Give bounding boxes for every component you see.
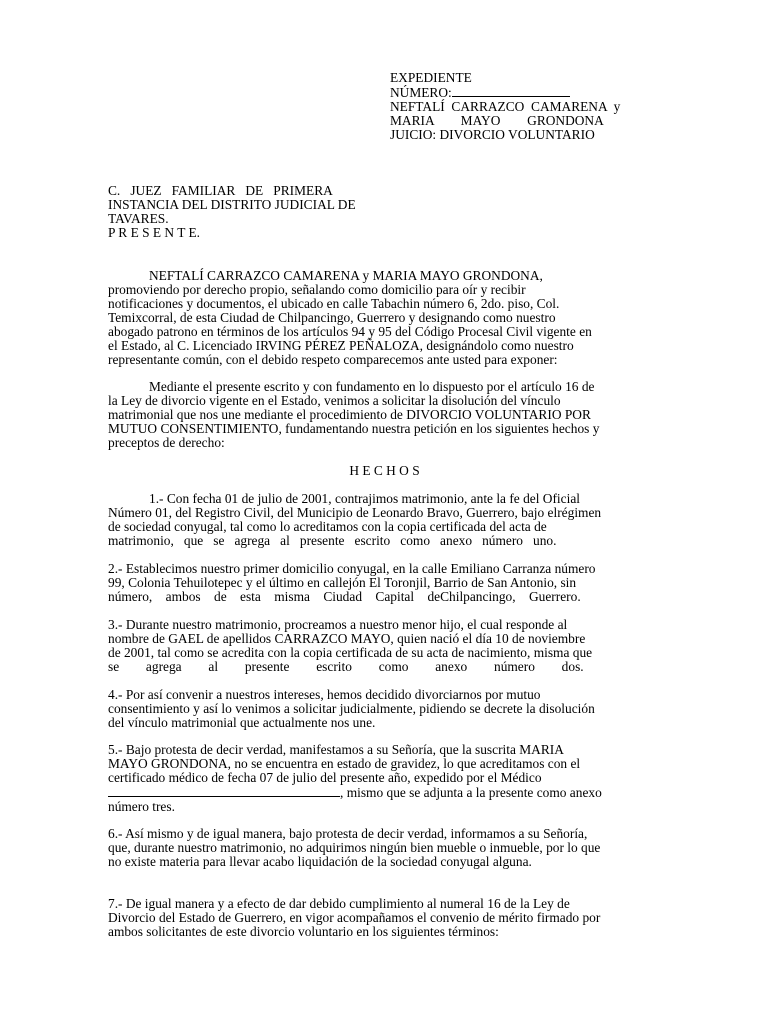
juicio-line: JUICIO: DIVORCIO VOLUNTARIO — [390, 127, 595, 142]
intro-paragraph — [108, 269, 661, 367]
intro-line: notificaciones y documentos, el ubicado en calle Tabachin número 6, 2do. piso, Col. — [108, 296, 560, 311]
hecho-line: Divorcio del Estado de Guerrero, en vigor acompañamos el convenio de mérito firmado por — [108, 910, 601, 925]
hecho-line: de sociedad conyugal, tal como lo acreditamos con la copia certificada del acta de — [108, 519, 547, 534]
hecho-line: MAYO GRONDONA, no se encuentra en estado de gravidez, lo que acreditamos con el — [108, 756, 581, 771]
numero-label: NÚMERO: — [390, 85, 452, 100]
intro-line: NEFTALÍ CARRAZCO CAMARENA y MARIA MAYO GRONDONA, — [149, 268, 543, 283]
hecho-line: 99, Colonia Tehuilotepec y el último en callejón El Toronjil, Barrio de San Antonio, sin — [108, 575, 577, 590]
addressee-line-2: INSTANCIA DEL DISTRITO JUDICIAL DE — [108, 197, 356, 212]
hecho-6 — [108, 827, 661, 869]
hecho-line: del vínculo matrimonial que actualmente nos une. — [108, 715, 376, 730]
hecho-line: Número 01, del Registro Civil, del Municipio de Leonardo Bravo, Guerrero, bajo elrégimen — [108, 505, 602, 520]
petition-line: matrimonial que nos une mediante el procedimiento de DIVORCIO VOLUNTARIO POR — [108, 407, 591, 422]
parties-line-2: MARIA MAYO GRONDONA — [390, 113, 604, 128]
hecho-1 — [108, 492, 661, 548]
hecho-line: 6.- Así mismo y de igual manera, bajo protesta de decir verdad, informamos a su Señoría, — [108, 826, 588, 841]
addressee-line-1: C. JUEZ FAMILIAR DE PRIMERA — [108, 183, 333, 198]
addressee-block — [108, 184, 393, 240]
intro-line: abogado patrono en términos de los artículos 94 y 95 del Código Procesal Civil vigente en — [108, 324, 592, 339]
intro-line: el Estado, al C. Licenciado IRVING PÉREZ PEÑALOZA, designándolo como nuestro — [108, 338, 574, 353]
hecho-line: consentimiento y así lo venimos a solicitar judicialmente, pidiendo se decrete la disolución — [108, 701, 595, 716]
hecho-line: matrimonio, que se agrega al presente escrito como anexo número uno. — [108, 533, 557, 548]
hecho-line: de 2001, tal como se acredita con la copia certificada de su acta de nacimiento, misma que — [108, 645, 593, 660]
hecho-line: no existe materia para llevar acabo liquidación de la sociedad conyugal alguna. — [108, 854, 532, 869]
presente-line: P R E S E N T E. — [108, 225, 201, 240]
hechos-title: H E C H O S — [349, 463, 420, 478]
petition-paragraph — [108, 380, 661, 450]
hecho-line: 7.- De igual manera y a efecto de dar debido cumplimiento al numeral 16 de la Ley de — [108, 896, 570, 911]
hecho-2 — [108, 562, 661, 604]
medico-blank — [108, 785, 340, 797]
hecho-line: se agrega al presente escrito como anexo número dos. — [108, 659, 584, 674]
petition-line: Mediante el presente escrito y con fundamento en lo dispuesto por el artículo 16 de — [149, 379, 595, 394]
hecho-line: número tres. — [108, 799, 175, 814]
intro-line: representante común, con el debido respeto comparecemos ante usted para exponer: — [108, 352, 558, 367]
petition-line: preceptos de derecho: — [108, 435, 225, 450]
hecho-line: que, durante nuestro matrimonio, no adquirimos ningún bien mueble o inmueble, por lo que — [108, 840, 601, 855]
hecho-4 — [108, 688, 661, 730]
hecho-line: 3.- Durante nuestro matrimonio, procreamos a nuestro menor hijo, el cual responde al — [108, 617, 568, 632]
hecho-line: 2.- Establecimos nuestro primer domicilio conyugal, en la calle Emiliano Carranza número — [108, 561, 596, 576]
hecho-line: 4.- Por así convenir a nuestros intereses, hemos decidido divorciarnos por mutuo — [108, 687, 541, 702]
hecho-line: nombre de GAEL de apellidos CARRAZCO MAYO, quien nació el día 10 de noviembre — [108, 631, 586, 646]
intro-line: Temixcorral, de esta Ciudad de Chilpancingo, Guerrero y designando como nuestro — [108, 310, 556, 325]
petition-line: la Ley de divorcio vigente en el Estado, venimos a solicitar la disolución del vínculo — [108, 393, 561, 408]
addressee-line-3: TAVARES. — [108, 211, 169, 226]
hecho-line: 5.- Bajo protesta de decir verdad, manifestamos a su Señoría, que la suscrita MARIA — [108, 742, 564, 757]
hecho-7 — [108, 897, 661, 939]
hecho-line: 1.- Con fecha 01 de julio de 2001, contrajimos matrimonio, ante la fe del Oficial — [149, 491, 580, 506]
hecho-3 — [108, 618, 661, 674]
petition-line: MUTUO CONSENTIMIENTO, fundamentando nuestra petición en los siguientes hechos y — [108, 421, 600, 436]
hecho-5 — [108, 743, 661, 814]
hecho-line: certificado médico de fecha 07 de julio del presente año, expedido por el Médico — [108, 770, 542, 785]
numero-blank — [452, 85, 570, 97]
medico-line-text: , mismo que se adjunta a la presente como anexo — [340, 785, 602, 800]
expediente-label: EXPEDIENTE — [390, 70, 472, 85]
hecho-line: número, ambos de esta misma Ciudad Capital deChilpancingo, Guerrero. — [108, 589, 581, 604]
parties-line-1: NEFTALÍ CARRAZCO CAMARENA y — [390, 99, 621, 114]
case-header — [390, 71, 661, 142]
medico-line — [108, 785, 661, 800]
intro-line: promoviendo por derecho propio, señalando como domicilio para oír y recibir — [108, 282, 526, 297]
hecho-line: ambos solicitantes de este divorcio voluntario en los siguientes términos: — [108, 924, 499, 939]
numero-field — [390, 85, 661, 100]
